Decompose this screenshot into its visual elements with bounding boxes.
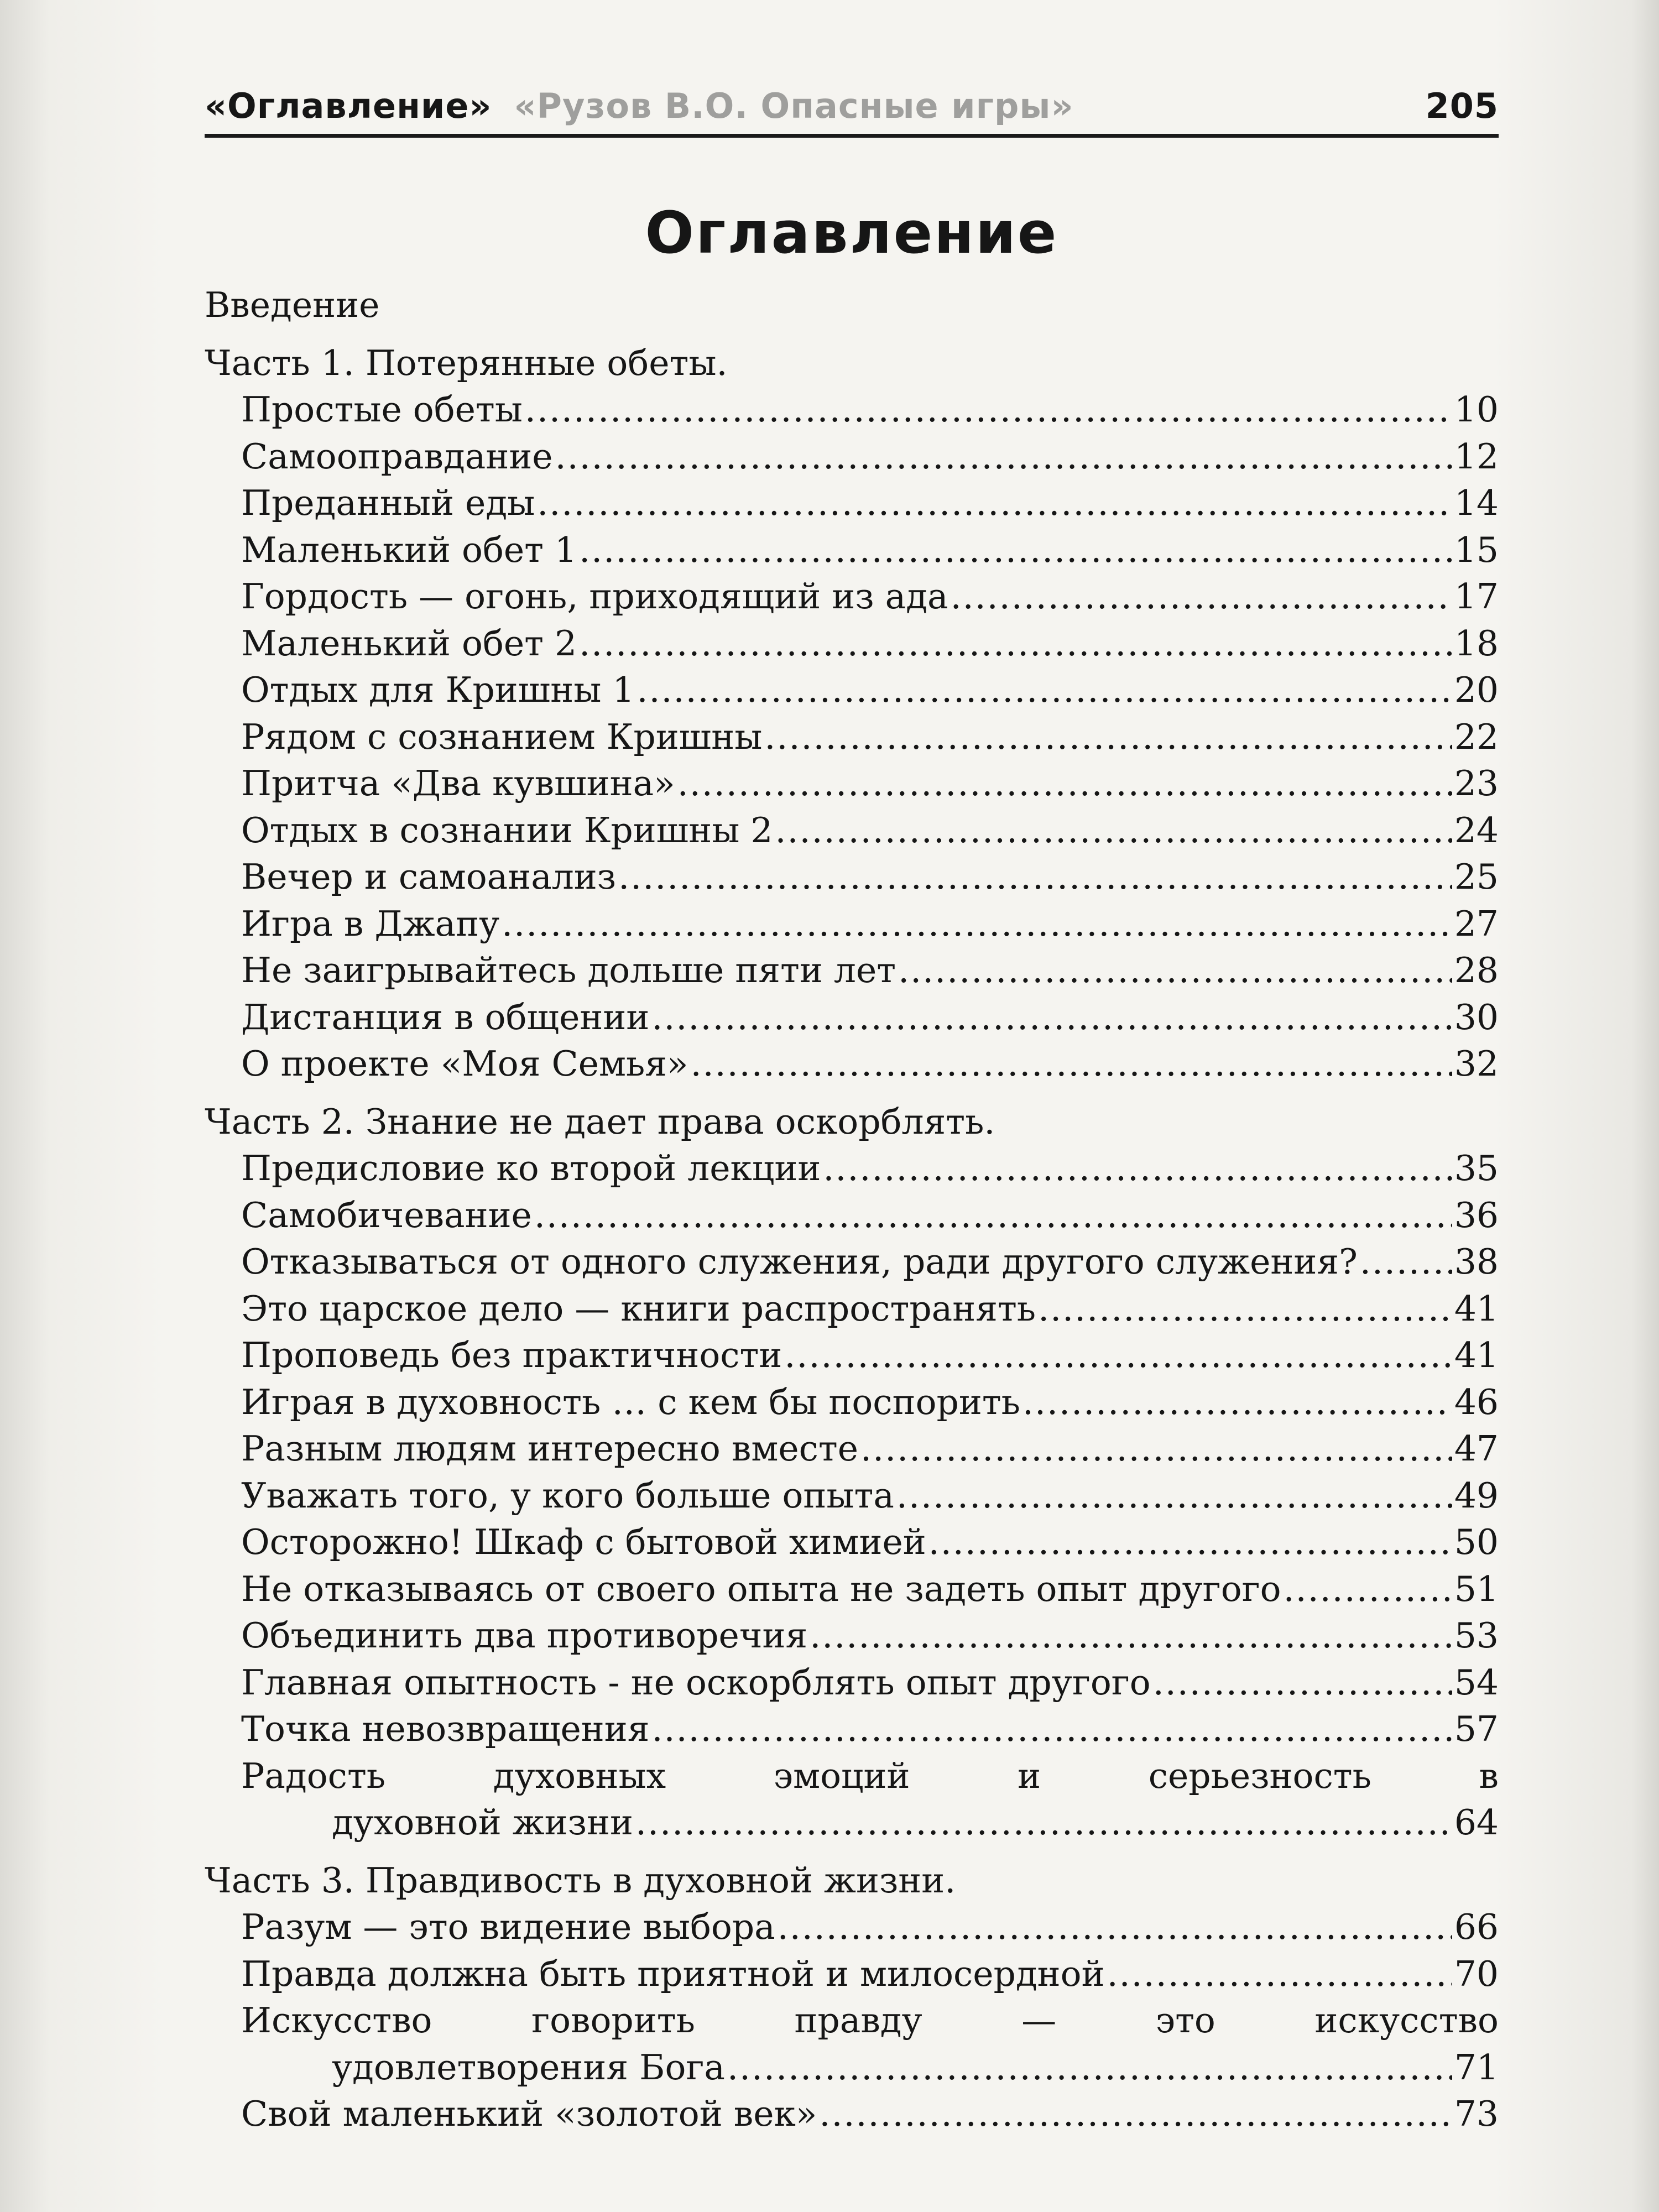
toc-leader-dots: [778, 1904, 1452, 1951]
table-of-contents: [205, 282, 1499, 2138]
toc-entry-label: Предисловие ко второй лекции: [241, 1148, 821, 1188]
toc-page-number: 54: [1454, 1662, 1499, 1703]
toc-leader-dots: [525, 387, 1452, 434]
toc-leader-dots: [1360, 1239, 1452, 1286]
toc-page-number: 23: [1454, 763, 1499, 804]
toc-page-number: 73: [1454, 2094, 1499, 2134]
toc-page-number: 71: [1454, 2047, 1499, 2088]
toc-page-number: 17: [1454, 576, 1499, 617]
toc-page-number: 41: [1454, 1288, 1499, 1329]
toc-entry: [205, 1904, 1499, 1951]
toc-page-number: 24: [1454, 810, 1499, 851]
toc-page-number: 57: [1454, 1709, 1499, 1749]
toc-page-number: 41: [1454, 1335, 1499, 1375]
toc-page-number: 32: [1454, 1044, 1499, 1084]
toc-leader-dots: [951, 573, 1452, 620]
toc-page-number: 47: [1454, 1428, 1499, 1469]
toc-page-number: 36: [1454, 1194, 1499, 1235]
toc-entry-label: О проекте «Моя Семья»: [241, 1044, 688, 1084]
toc-entry-label: Отдых в сознании Кришны 2: [241, 810, 773, 851]
toc-entry: [205, 1473, 1499, 1520]
toc-entry: [205, 2091, 1499, 2138]
toc-entry-label: Дистанция в общении: [241, 997, 650, 1037]
toc-entry-label: Разным людям интересно вместе: [241, 1428, 859, 1469]
toc-entry: [205, 947, 1499, 994]
page-title: Оглавление: [645, 199, 1058, 267]
toc-leader-dots: [1038, 1286, 1452, 1333]
toc-intro-heading: [205, 282, 1499, 329]
toc-entry-label: Отказываться от одного служения, ради другого служения?: [241, 1241, 1358, 1282]
toc-page-number: 10: [1454, 389, 1499, 430]
toc-page-number: 64: [1454, 1802, 1499, 1843]
toc-leader-dots: [635, 1799, 1452, 1846]
toc-heading-label: Часть 1. Потерянные обеты.: [205, 342, 728, 383]
toc-part-heading: [205, 340, 1499, 387]
toc-entry-label: Рядом с сознанием Кришны: [241, 716, 763, 757]
toc-entry: [205, 1286, 1499, 1333]
toc-entry-label: Правда должна быть приятной и милосердной: [241, 1953, 1105, 1994]
toc-leader-dots: [775, 807, 1452, 854]
toc-leader-dots: [898, 947, 1452, 994]
toc-entry-label: Играя в духовность … с кем бы поспорить: [241, 1381, 1020, 1422]
toc-entry: [205, 854, 1499, 901]
toc-entry-label: Радость духовных эмоций и серьезность в: [241, 1755, 1499, 1796]
toc-leader-dots: [860, 1426, 1452, 1473]
toc-leader-dots: [651, 994, 1452, 1041]
toc-entry-label: Не отказываясь от своего опыта не задеть опыт другого: [241, 1568, 1281, 1609]
toc-entry: [205, 1799, 1499, 1846]
toc-entry-line: [205, 1753, 1499, 1800]
toc-leader-dots: [579, 620, 1452, 667]
toc-entry: [205, 1519, 1499, 1566]
toc-part-heading: [205, 1099, 1499, 1146]
running-header: [205, 65, 1499, 126]
toc-leader-dots: [1153, 1660, 1452, 1707]
toc-page-number: 22: [1454, 716, 1499, 757]
toc-entry-label: Вечер и самоанализ: [241, 857, 617, 897]
header-rule: [205, 134, 1499, 138]
toc-entry: [205, 667, 1499, 714]
toc-page-number: 27: [1454, 903, 1499, 944]
toc-page-number: 30: [1454, 997, 1499, 1037]
toc-entry: [205, 714, 1499, 761]
toc-entry: [205, 620, 1499, 667]
toc-page-number: 50: [1454, 1522, 1499, 1562]
toc-entry: [205, 1426, 1499, 1473]
toc-entry-label: Маленький обет 1: [241, 529, 577, 570]
header-section-title: «Оглавление»: [205, 86, 492, 126]
toc-entry-label: Гордость — огонь, приходящий из ада: [241, 576, 948, 617]
toc-entry-label: удовлетворения Бога: [332, 2047, 725, 2088]
toc-leader-dots: [819, 2091, 1452, 2138]
toc-entry-label: духовной жизни: [332, 1802, 634, 1843]
toc-leader-dots: [618, 854, 1452, 901]
toc-leader-dots: [555, 434, 1452, 481]
toc-leader-dots: [727, 2044, 1452, 2091]
toc-part-heading: [205, 1858, 1499, 1905]
toc-entry-label: Простые обеты: [241, 389, 523, 430]
toc-entry-label: Главная опытность - не оскорблять опыт другого: [241, 1662, 1151, 1703]
toc-entry-label: Это царское дело — книги распространять: [241, 1288, 1036, 1329]
toc-leader-dots: [637, 667, 1452, 714]
toc-page-number: 28: [1454, 950, 1499, 990]
toc-entry: [205, 1951, 1499, 1998]
toc-entry-label: Отдых для Кришны 1: [241, 670, 635, 710]
toc-entry-label: Осторожно! Шкаф с бытовой химией: [241, 1522, 926, 1562]
toc-page-number: 51: [1454, 1568, 1499, 1609]
toc-leader-dots: [537, 480, 1452, 527]
toc-leader-dots: [810, 1613, 1452, 1660]
toc-entry: [205, 527, 1499, 574]
toc-entry-label: Игра в Джапу: [241, 903, 500, 944]
toc-entry-label: Точка невозвращения: [241, 1709, 650, 1749]
toc-page-number: 38: [1454, 1241, 1499, 1282]
toc-entry-line: [205, 1997, 1499, 2044]
toc-entry: [205, 434, 1499, 481]
page-number: 205: [1425, 86, 1499, 126]
toc-leader-dots: [502, 901, 1452, 948]
toc-entry-label: Самооправдание: [241, 436, 553, 477]
toc-leader-dots: [1284, 1566, 1452, 1613]
toc-entry: [205, 1332, 1499, 1379]
toc-page-number: 15: [1454, 529, 1499, 570]
toc-entry: [205, 1192, 1499, 1239]
toc-leader-dots: [691, 1041, 1452, 1088]
toc-entry: [205, 1145, 1499, 1192]
toc-entry-label: Не заигрывайтесь дольше пяти лет: [241, 950, 896, 990]
toc-leader-dots: [534, 1192, 1452, 1239]
toc-entry: [205, 573, 1499, 620]
toc-leader-dots: [652, 1706, 1452, 1753]
toc-page-number: 53: [1454, 1615, 1499, 1656]
toc-leader-dots: [764, 714, 1452, 761]
toc-page-number: 14: [1454, 483, 1499, 523]
toc-page-number: 25: [1454, 857, 1499, 897]
toc-page-number: 70: [1454, 1953, 1499, 1994]
toc-entry: [205, 2044, 1499, 2091]
toc-page-number: 49: [1454, 1475, 1499, 1516]
toc-entry-label: Разум — это видение выбора: [241, 1907, 775, 1947]
toc-entry: [205, 480, 1499, 527]
toc-entry: [205, 807, 1499, 854]
toc-leader-dots: [928, 1519, 1452, 1566]
toc-entry: [205, 1041, 1499, 1088]
toc-leader-dots: [784, 1332, 1452, 1379]
toc-entry: [205, 901, 1499, 948]
toc-entry-label: Проповедь без практичности: [241, 1335, 782, 1375]
toc-entry: [205, 1379, 1499, 1426]
toc-heading-label: Часть 3. Правдивость в духовной жизни.: [205, 1860, 956, 1901]
toc-page-number: 18: [1454, 623, 1499, 664]
toc-page-number: 46: [1454, 1381, 1499, 1422]
toc-page-number: 12: [1454, 436, 1499, 477]
toc-leader-dots: [823, 1145, 1452, 1192]
toc-entry-label: Объединить два противоречия: [241, 1615, 808, 1656]
toc-entry-label: Преданный еды: [241, 483, 535, 523]
toc-entry: [205, 760, 1499, 807]
toc-entry-label: Уважать того, у кого больше опыта: [241, 1475, 894, 1516]
toc-leader-dots: [579, 527, 1452, 574]
toc-page-number: 66: [1454, 1907, 1499, 1947]
toc-entry-label: Самобичевание: [241, 1194, 532, 1235]
toc-leader-dots: [1107, 1951, 1452, 1998]
toc-heading-label: Часть 2. Знание не дает права оскорблять.: [205, 1101, 995, 1142]
toc-leader-dots: [896, 1473, 1452, 1520]
toc-entry-label: Притча «Два кувшина»: [241, 763, 675, 804]
toc-entry: [205, 994, 1499, 1041]
toc-entry: [205, 1566, 1499, 1613]
toc-entry-label: Искусство говорить правду — это искусство: [241, 2000, 1499, 2041]
toc-entry: [205, 1660, 1499, 1707]
toc-entry-label: Маленький обет 2: [241, 623, 577, 664]
toc-entry: [205, 1706, 1499, 1753]
toc-heading-label: Введение: [205, 285, 380, 325]
toc-leader-dots: [677, 760, 1452, 807]
toc-entry: [205, 1239, 1499, 1286]
toc-leader-dots: [1022, 1379, 1452, 1426]
toc-page-number: 35: [1454, 1148, 1499, 1188]
toc-entry: [205, 1613, 1499, 1660]
toc-entry-label: Свой маленький «золотой век»: [241, 2094, 817, 2134]
header-bleed-through-text: «Рузов В.О. Опасные игры»: [514, 86, 1074, 126]
toc-entry: [205, 387, 1499, 434]
toc-page-number: 20: [1454, 670, 1499, 710]
